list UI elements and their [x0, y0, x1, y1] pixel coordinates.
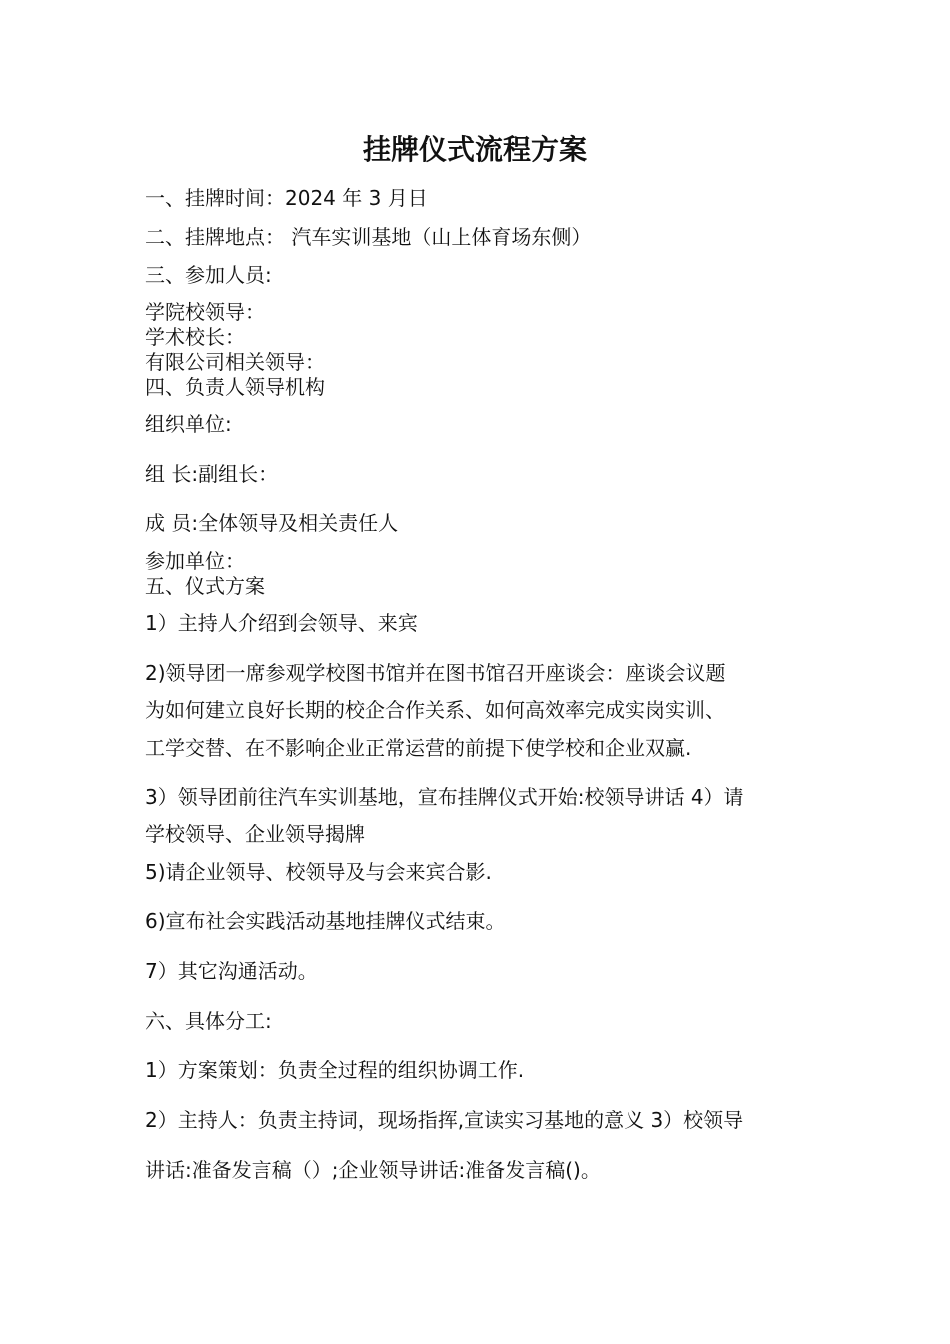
section-leadership: 四、负责人领导机构: [145, 375, 325, 399]
plan-step-3-line-1: 3）领导团前往汽车实训基地，宣布挂牌仪式开始:校领导讲话 4）请: [145, 785, 744, 809]
plan-step-1: 1）主持人介绍到会领导、来宾: [145, 611, 418, 635]
section-location: 二、挂牌地点： 汽车实训基地（山上体育场东侧）: [145, 225, 592, 249]
participant-school-leaders: 学院校领导：: [145, 300, 265, 324]
section-division-of-labor: 六、具体分工:: [145, 1009, 272, 1033]
document-title: 挂牌仪式流程方案: [362, 133, 587, 166]
team-members: 成 员:全体领导及相关责任人: [145, 511, 399, 535]
organizing-unit: 组织单位:: [145, 412, 232, 436]
participant-company-leaders: 有限公司相关领导：: [145, 350, 325, 374]
plan-step-2-line-1: 2)领导团一席参观学校图书馆并在图书馆召开座谈会：座谈会议题: [145, 661, 726, 685]
plan-step-2-line-3: 工学交替、在不影响企业正常运营的前提下使学校和企业双赢.: [145, 736, 692, 760]
section-participants: 三、参加人员:: [145, 263, 272, 287]
plan-step-5: 5)请企业领导、校领导及与会来宾合影.: [145, 860, 492, 884]
plan-step-3-line-2: 学校领导、企业领导揭牌: [145, 822, 365, 846]
section-time: 一、挂牌时间：2024 年 3 月日: [145, 186, 428, 210]
plan-step-7: 7）其它沟通活动。: [145, 959, 318, 983]
team-leader: 组 长:副组长：: [145, 462, 279, 486]
plan-step-6: 6)宣布社会实践活动基地挂牌仪式结束。: [145, 909, 506, 933]
participating-units: 参加单位：: [145, 549, 245, 573]
duty-1: 1）方案策划：负责全过程的组织协调工作.: [145, 1058, 525, 1082]
plan-step-2-line-2: 为如何建立良好长期的校企合作关系、如何高效率完成实岗实训、: [145, 698, 725, 722]
participant-academic-president: 学术校长：: [145, 325, 245, 349]
section-ceremony-plan: 五、仪式方案: [145, 574, 265, 598]
duty-2-line-2: 讲话:准备发言稿（）;企业领导讲话:准备发言稿()。: [145, 1158, 601, 1182]
duty-2-line-1: 2）主持人：负责主持词，现场指挥,宣读实习基地的意义 3）校领导: [145, 1108, 744, 1132]
